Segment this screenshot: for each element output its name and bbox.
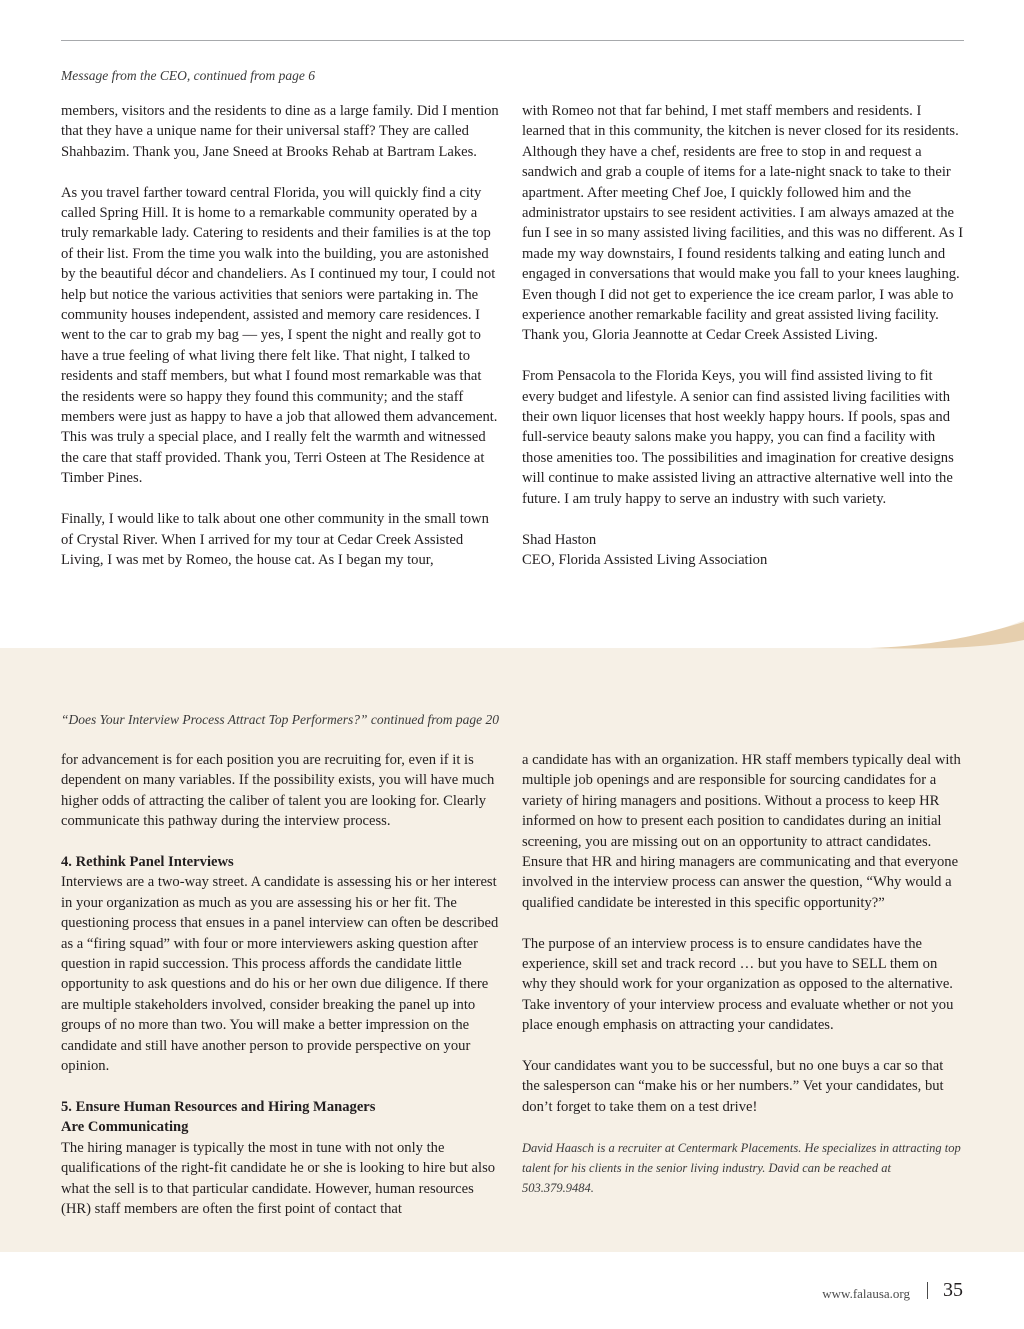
article-paragraph: Interviews are a two-way street. A candidate is assessing his or her interest in your organization as much as you are assessing his or her fit. The questioning process that ensues in a panel interview can often be described as a “firing squad” with four or more interviewers asking question after question in rapid succession. This process affords the candidate little opportunity to ask questions and do his or her own due diligence. If there are multiple stakeholders involved, consider breaking the panel up into groups of no more than two. You will make a better impression on the candidate and still have another person to provide perspective on your opinion.: [61, 874, 499, 1075]
article-paragraph: a candidate has with an organization. HR staff members typically deal with multiple job openings and are responsible for sourcing candidates for a variety of hiring managers and positions. Without a process to keep HR informed on how to present each position to candidates during an initial screening, you are missing out on an opportunity to attract candidates. Ensure that HR and hiring managers are communicating and that everyone involved in the interview process can answer the question, “Why would a qualified candidate be interested in this specific opportunity?”: [522, 752, 961, 911]
footer-divider: [927, 1282, 928, 1299]
article-paragraph: for advancement is for each position you are recruiting for, even if it is dependent on many variables. If the possibility exists, you will have much higher odds of attracting the caliber of talent you are looking for. Clearly communicate this pathway during the interview process.: [61, 752, 495, 830]
article-right-column: [522, 750, 964, 1199]
decorative-swoosh: [0, 600, 1024, 660]
ceo-continued-label: Message from the CEO, continued from page 6: [61, 68, 315, 83]
article-paragraph: Your candidates want you to be successful, but no one buys a car so that the salesperson can “make his or her numbers.” Vet your candidates, but don’t forget to take them on a test drive!: [522, 1058, 944, 1115]
ceo-paragraph: members, visitors and the residents to dine as a large family. Did I mention that they have a unique name for their universal staff? They are called Shahbazim. Thank you, Jane Sneed at Brooks Rehab at Bartram Lakes.: [61, 103, 499, 160]
ceo-paragraph: with Romeo not that far behind, I met staff members and residents. I learned that in this community, the kitchen is never closed for its residents. Although they have a chef, residents are free to stop in and request a sandwich and grab a couple of items for a late-night snack to take to their apartment. After meeting Chef Joe, I quickly followed him and the administrator upstairs to see resident activities. I am always amazed at the fun I see in so many assisted living facilities, and this was no different. As I made my way downstairs, I found residents talking and eating lunch and engaged in conversations that would make you fall to your knees laughing. Even though I did not get to experience the ice cream parlor, I was able to experience another remarkable facility and great assisted living facility. Thank you, Gloria Jeannotte at Cedar Creek Assisted Living.: [522, 103, 964, 344]
ceo-paragraph: Finally, I would like to talk about one other community in the small town of Crystal River. When I arrived for my tour at Cedar Creek Assisted Living, I was met by Romeo, the house cat. As I began my tour,: [61, 511, 489, 568]
section-heading: 4. Rethink Panel Interviews: [61, 854, 234, 871]
ceo-paragraph: As you travel farther toward central Florida, you will quickly find a city called Spring Hill. It is home to a remarkable community operated by a truly remarkable lady. Catering to residents and their families is at the top of their list. From the time you walk into the building, you are astonished by the beautiful décor and chandeliers. As I continued my tour, I could not help but notice the various activities that seniors were partaking in. The community houses independent, assisted and memory care residences. I went to the car to grab my bag — yes, I spent the night and really got to have a true feeling of what living there felt like. That night, I talked to residents and staff members, but what I found most remarkable was that the residents were so happy they found this community; and the staff members were just as happy to have a job that allowed them advancement. This was truly a special place, and I really felt the warmth and witnessed the care that staff provided. Thank you, Terri Osteen at The Residence at Timber Pines.: [61, 184, 498, 487]
section-heading: 5. Ensure Human Resources and Hiring Managers: [61, 1098, 376, 1115]
footer-url[interactable]: www.falausa.org: [822, 1286, 910, 1301]
article-continued-label: “Does Your Interview Process Attract Top Performers?” continued from page 20: [61, 712, 499, 727]
page-number: 35: [943, 1279, 963, 1301]
top-rule: [61, 40, 964, 41]
article-paragraph: The purpose of an interview process is to ensure candidates have the experience, skill set and track record … but you have to SELL them on why they should work for your organization as opposed to the alternative. Take inventory of your interview process and evaluate whether or not you place enough emphasis on attracting your candidates.: [522, 935, 954, 1034]
signature-name: Shad Haston: [522, 531, 597, 548]
ceo-message-right-column: [522, 101, 964, 570]
author-bio: David Haasch is a recruiter at Centermark Placements. He specializes in attracting top talent for his clients in the senior living industry. David can be reached at 503.379.9484.: [522, 1140, 961, 1196]
ceo-message-left-column: [61, 101, 501, 570]
ceo-paragraph: From Pensacola to the Florida Keys, you will find assisted living to fit every budget and lifestyle. A senior can find assisted living facilities with their own liquor licenses that host weekly happy hours. If pools, spas and full-service beauty salons make you happy, you can find a facility with those amenities too. The possibilities and imagination for creative designs will continue to make assisted living an attractive alternative well into the future. I am truly happy to serve an industry with such variety.: [522, 368, 954, 507]
section-heading: Are Communicating: [61, 1119, 189, 1136]
article-left-column: [61, 750, 502, 1219]
article-paragraph: The hiring manager is typically the most in tune with not only the qualifications of the right-fit candidate he or she is looking to hire but also what the sell is to that particular candidate. However, human resources (HR) staff members are often the first point of contact that: [61, 1139, 496, 1217]
signature-title: CEO, Florida Assisted Living Association: [522, 551, 768, 568]
